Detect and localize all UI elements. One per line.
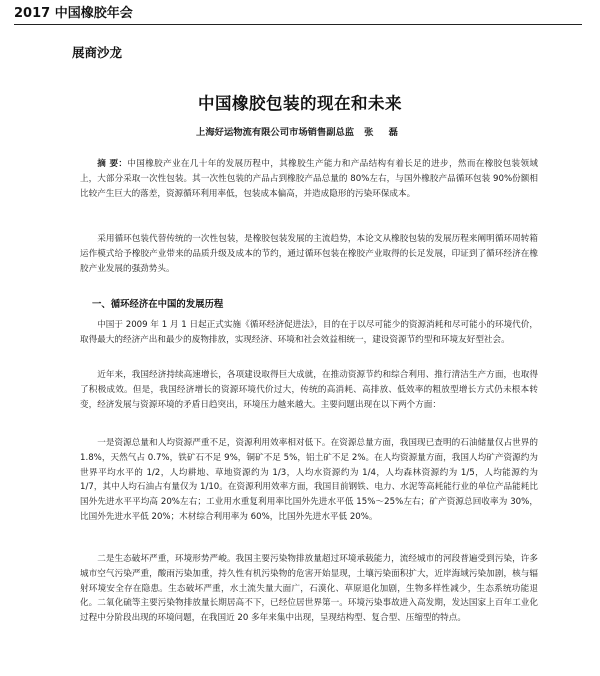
- abstract-paragraph: [80, 157, 538, 201]
- section-paragraph-2: 近年来，我国经济持续高速增长，各项建设取得巨大成就，在推动资源节约和综合利用、推行清洁生产方面，也取得了积极成效。但是，我国经济增长的资源环境代价过大，传统的高消耗、高排放、低效率的粗放型增长方式仍未根本转变，经济发展与资源环境的矛盾日趋突出，环境压力越来越大。主要问题出现在以下两个方面：: [80, 370, 538, 410]
- section-heading: 一、循环经济在中国的发展历程: [92, 299, 224, 310]
- intro-paragraph: 采用循环包装代替传统的一次性包装，是橡胶包装发展的主流趋势，本论文从橡胶包装的发展历程来阐明循环周转箱运作模式给予橡胶产业带来的品质升级及成本的节约，通过循环包装在橡胶产业取得的长足发展，印证到了循环经济在橡胶产业发展的强劲势头。: [80, 234, 538, 274]
- author-name: 张 磊: [364, 127, 404, 138]
- section-paragraph-3: 一是资源总量和人均资源严重不足，资源利用效率相对低下。在资源总量方面，我国现已查明的石油储量仅占世界的 1.8%，天然气占 0.7%，铁矿石不足 9%，铜矿不足 5%，铝土矿不足 2%。在人均资源量方面，我国人均矿产资源约为世界平均水平的 1/2，人均耕地、草地资源约为 1/3，人均水资源约为 1/4，人均森林资源约为 1/5，人均能源约为 1/7，其中人均石油占有量仅为 1/10。在资源利用效率方面，我国目前钢铁、电力、水泥等高耗能行业的单位产品能耗比国外先进水平平均高 20%左右；工业用水重复利用率比国外先进水平低 15%～25%左右；矿产资源总回收率为 30%，比国外先进水平低 20%；木材综合利用率为 60%，比国外先进水平低 20%。: [80, 438, 538, 522]
- section-tag: 展商沙龙: [72, 45, 123, 60]
- author-affiliation: 上海好运物流有限公司市场销售副总监: [196, 127, 355, 138]
- abstract-label: 摘 要：: [97, 159, 128, 169]
- section-paragraph-4: 二是生态破坏严重，环境形势严峻。我国主要污染物排放量超过环境承载能力，流经城市的河段普遍受到污染，许多城市空气污染严重，酸雨污染加重，持久性有机污染物的危害开始显现，土壤污染面积扩大，近岸海域污染加剧，核与辐射环境安全存在隐患。生态破坏严重，水土流失量大面广，石漠化、草原退化加剧，生物多样性减少，生态系统功能退化。二氧化硫等主要污染物排放量长期居高不下，已经位居世界第一。环境污染事故进入高发期，发达国家上百年工业化过程中分阶段出现的环境问题，在我国近 20 多年来集中出现，呈现结构型、复合型、压缩型的特点。: [80, 554, 538, 624]
- running-title: 2017 中国橡胶年会: [14, 6, 133, 21]
- author-line: [0, 124, 600, 138]
- running-header: [14, 6, 582, 25]
- abstract-text: 中国橡胶产业在几十年的发展历程中，其橡胶生产能力和产品结构有着长足的进步，然而在橡胶包装领域上，大部分采取一次性包装。其一次性包装的产品占到橡胶产品总量的 80%左右，与国外橡胶产品循环包装 90%份额相比较产生巨大的落差，资源循环利用率低，包装成本偏高，并造成隐形的污染环保成本。: [80, 159, 538, 199]
- article-title: 中国橡胶包装的现在和未来: [198, 94, 402, 113]
- section-paragraph-1: 中国于 2009 年 1 月 1 日起正式实施《循环经济促进法》，目的在于以尽可能少的资源消耗和尽可能小的环境代价，取得最大的经济产出和最少的废物排放，实现经济、环境和社会效益相统一，建设资源节约型和环境友好型社会。: [80, 320, 538, 345]
